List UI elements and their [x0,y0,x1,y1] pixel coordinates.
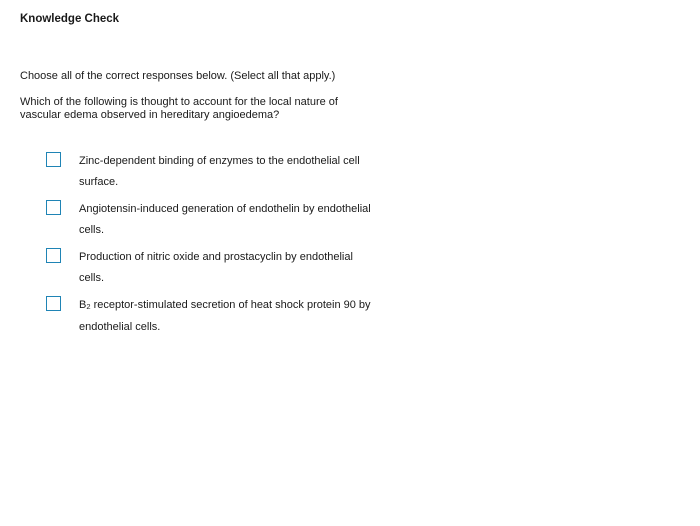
option-3[interactable] [46,248,406,296]
option-3-label[interactable]: Production of nitric oxide and prostacyclin by endothelial cells. [79,251,353,284]
option-4-label-subscript: 2 [86,302,91,311]
option-2-checkbox[interactable] [46,200,61,215]
page-title: Knowledge Check [20,13,120,25]
option-4-label-prefix: B [79,299,87,311]
option-4-checkbox[interactable] [46,296,61,311]
option-3-checkbox[interactable] [46,248,61,263]
options-list [46,152,406,344]
option-2-label[interactable]: Angiotensin-induced generation of endothelin by endothelial cells. [79,203,371,236]
option-1-checkbox[interactable] [46,152,61,167]
option-1[interactable] [46,152,406,200]
option-4[interactable] [46,296,406,344]
option-1-label[interactable]: Zinc-dependent binding of enzymes to the endothelial cell surface. [79,155,360,188]
option-4-label-suffix: receptor-stimulated secretion of heat shock protein 90 by endothelial cells. [79,299,371,333]
question-text: Which of the following is thought to account for the local nature of vascular edema observed in hereditary angioedema? [20,96,338,121]
option-2[interactable] [46,200,406,248]
instruction-text: Choose all of the correct responses below. (Select all that apply.) [20,70,336,82]
option-4-label[interactable] [79,295,379,338]
